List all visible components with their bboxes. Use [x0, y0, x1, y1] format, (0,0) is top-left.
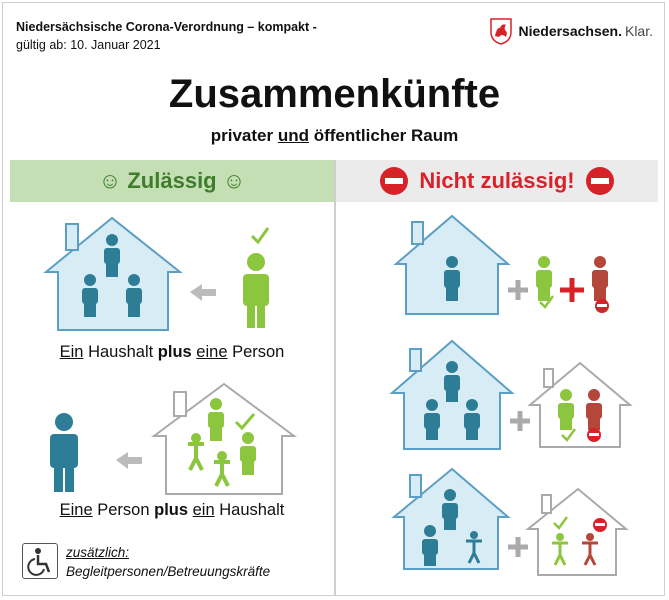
- allowed-heading-band: [10, 160, 334, 202]
- wheelchair-icon: [22, 543, 58, 579]
- plus-icon: [510, 411, 530, 431]
- stop-sign-icon: [585, 166, 615, 196]
- lion-crest-icon: [490, 18, 512, 44]
- case1-caption: Ein Haushalt plus eine Person: [59, 343, 285, 361]
- page-title: Zusammenkünfte: [168, 72, 501, 116]
- person-icon: [586, 389, 602, 430]
- header-info: [16, 18, 317, 54]
- header-validity: gültig ab: 10. Januar 2021: [16, 38, 161, 52]
- plus-icon: [508, 280, 528, 300]
- arrow-left-icon: [116, 452, 142, 469]
- page-subtitle: privater und öffentlicher Raum: [210, 126, 459, 145]
- person-icon: [536, 256, 552, 301]
- extra-note: [22, 543, 270, 581]
- person-icon: [558, 389, 574, 430]
- brand-name: Niedersachsen.: [518, 23, 622, 39]
- extra-label: zusätzlich:: [66, 545, 130, 560]
- allowed-heading: ☺ Zulässig ☺: [98, 168, 246, 193]
- stop-sign-icon: [595, 299, 609, 313]
- not-allowed-case3: [390, 465, 669, 575]
- stop-sign-icon: [593, 518, 607, 532]
- plus-icon: [560, 278, 584, 302]
- case1-illustration: [40, 210, 370, 340]
- case2-caption: Eine Person plus ein Haushalt: [59, 501, 285, 519]
- house-icon: [530, 363, 630, 447]
- stop-sign-icon: [587, 428, 601, 442]
- brand-suffix: Klar.: [624, 23, 653, 39]
- person-icon: [243, 253, 269, 328]
- not-allowed-heading-band: [336, 160, 658, 202]
- brand-logo: [490, 18, 653, 44]
- checkmark-icon: [252, 228, 268, 242]
- person-icon: [444, 256, 460, 301]
- header-title: Niedersächsische Corona-Verordnung – kompakt -: [16, 20, 317, 34]
- extra-detail: Begleitpersonen/Betreuungskräfte: [66, 564, 271, 579]
- arrow-left-icon: [190, 284, 216, 301]
- case2-illustration: [40, 378, 340, 498]
- person-icon: [50, 413, 78, 492]
- house-icon: [528, 489, 626, 575]
- not-allowed-case1: [390, 210, 669, 320]
- not-allowed-case2: [390, 335, 669, 455]
- not-allowed-heading: Nicht zulässig!: [419, 168, 575, 193]
- person-icon: [592, 256, 608, 301]
- stop-sign-icon: [379, 166, 409, 196]
- plus-icon: [508, 537, 528, 557]
